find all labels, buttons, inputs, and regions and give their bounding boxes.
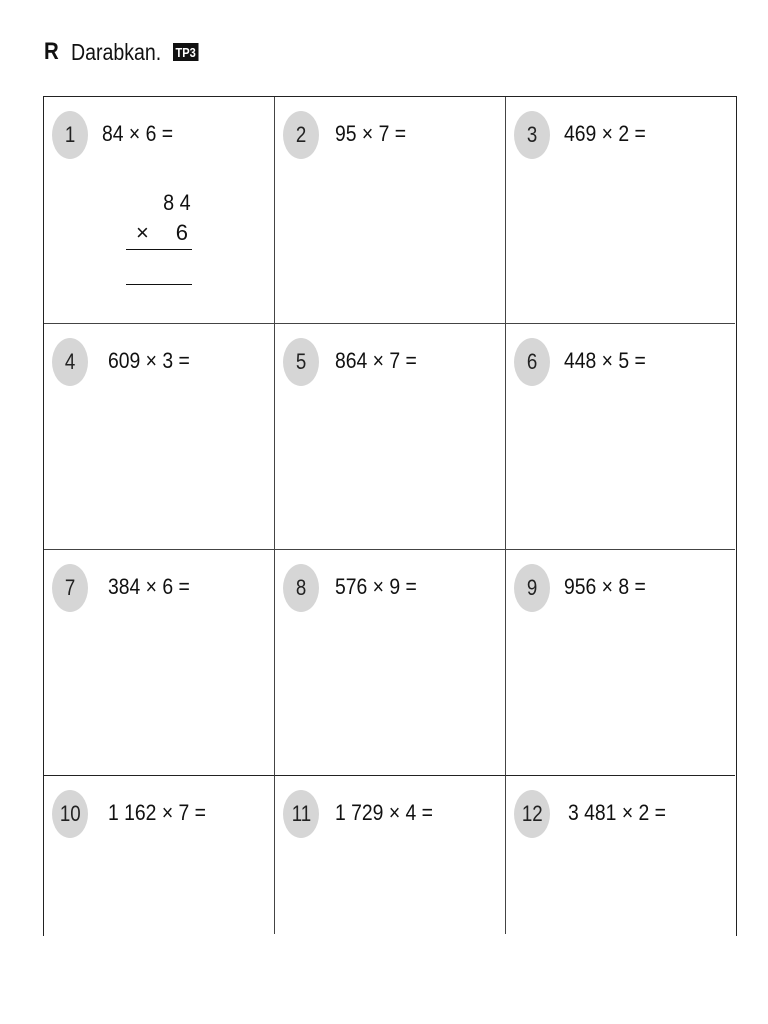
question-expression: 3 481 × 2 = [568, 800, 666, 825]
working-operator: × [136, 220, 149, 245]
question-expression: 1 729 × 4 = [335, 800, 433, 825]
question-number-badge: 8 [283, 564, 319, 612]
question-grid [43, 96, 737, 936]
question-expression: 1 162 × 7 = [108, 800, 206, 825]
question-number-badge: 11 [283, 790, 319, 838]
question-number-badge: 6 [514, 338, 550, 386]
question-expression: 576 × 9 = [335, 574, 417, 599]
question-number-badge: 5 [283, 338, 319, 386]
working-line-top [126, 249, 192, 250]
question-number-badge: 4 [52, 338, 88, 386]
question-number-badge: 1 [52, 111, 88, 159]
question-expression: 956 × 8 = [564, 574, 646, 599]
question-cell-3 [506, 97, 735, 324]
question-cell-4 [44, 324, 275, 550]
question-number-badge: 2 [283, 111, 319, 159]
question-cell-6 [506, 324, 735, 550]
instruction-text: Darabkan. [71, 38, 162, 65]
question-expression: 448 × 5 = [564, 348, 646, 373]
level-badge: TP3 [173, 43, 198, 61]
question-number-badge: 9 [514, 564, 550, 612]
question-expression: 84 × 6 = [102, 121, 174, 146]
working-multiplicand: 84 [163, 190, 196, 215]
working-multiply-row [126, 219, 192, 247]
question-number-badge: 12 [514, 790, 550, 838]
question-cell-7 [44, 550, 275, 776]
question-cell-5 [275, 324, 506, 550]
question-expression: 864 × 7 = [335, 348, 417, 373]
working-multiplier: 6 [175, 220, 188, 245]
section-letter: R [44, 38, 59, 65]
question-expression: 384 × 6 = [108, 574, 190, 599]
question-cell-10 [44, 776, 275, 934]
working-line-answer [126, 284, 192, 285]
question-cell-2 [275, 97, 506, 324]
question-number-badge: 10 [52, 790, 88, 838]
question-expression: 609 × 3 = [108, 348, 190, 373]
question-expression: 469 × 2 = [564, 121, 646, 146]
example-working [126, 189, 196, 285]
question-number-badge: 3 [514, 111, 550, 159]
question-cell-11 [275, 776, 506, 934]
question-cell-1 [44, 97, 275, 324]
question-cell-12 [506, 776, 735, 934]
question-expression: 95 × 7 = [335, 121, 407, 146]
question-number-badge: 7 [52, 564, 88, 612]
question-cell-8 [275, 550, 506, 776]
section-header [44, 36, 203, 68]
question-cell-9 [506, 550, 735, 776]
